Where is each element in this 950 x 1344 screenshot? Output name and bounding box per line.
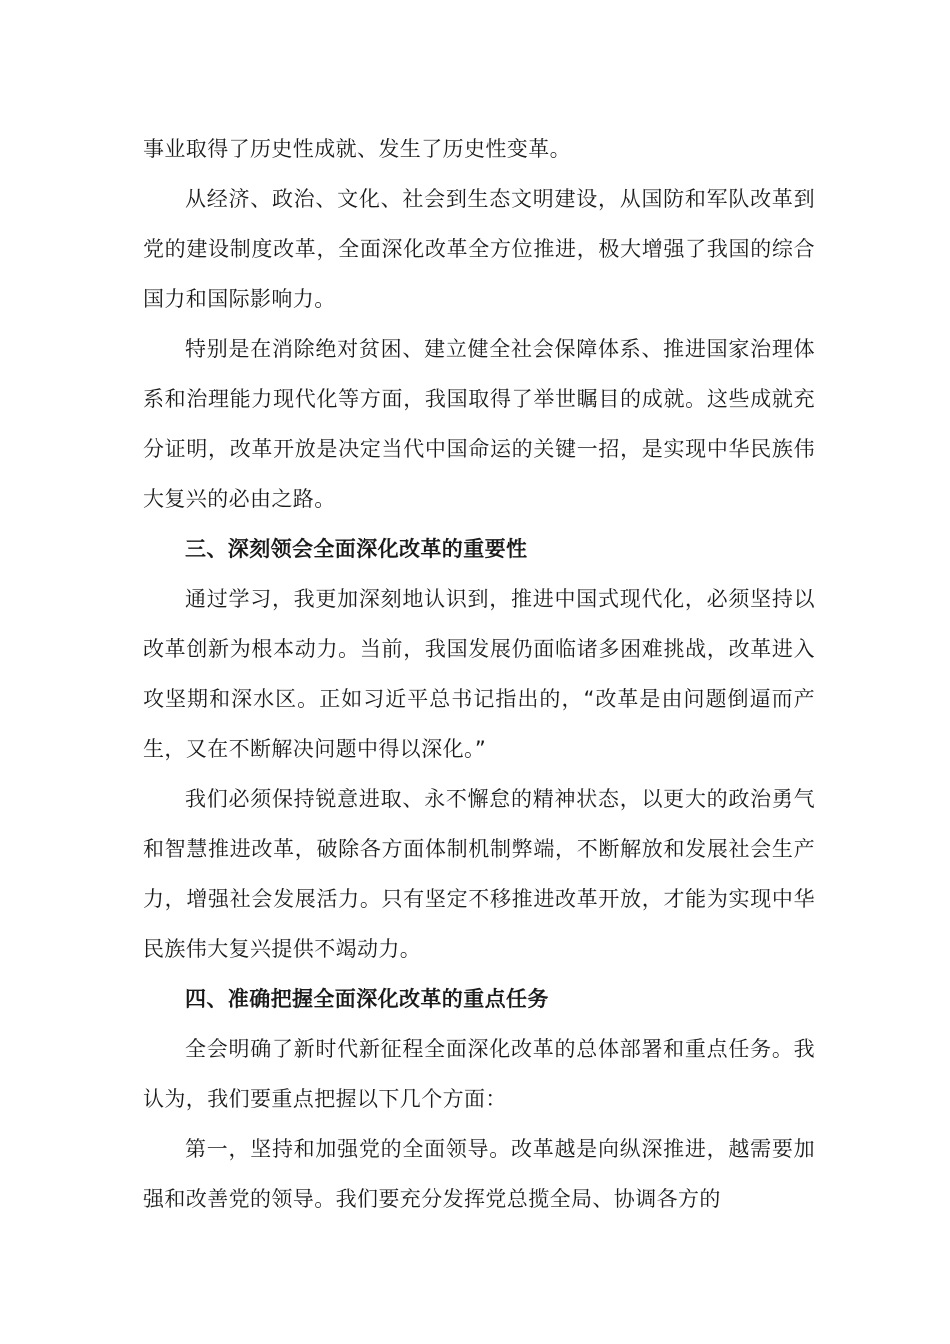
paragraph: 我们必须保持锐意进取、永不懈怠的精神状态，以更大的政治勇气和智慧推进改革，破除各方面体制机制弊端，不断解放和发展社会生产力，增强社会发展活力。只有坚定不移推进改革开放，才能为实现中华民族伟大复兴提供不竭动力。 xyxy=(143,787,815,961)
paragraph: 通过学习，我更加深刻地认识到，推进中国式现代化，必须坚持以改革创新为根本动力。当前，我国发展仍面临诸多困难挑战，改革进入攻坚期和深水区。正如习近平总书记指出的，“改革是由问题倒逼而产生，又在不断解决问题中得以深化。” xyxy=(143,587,815,761)
paragraph: 从经济、政治、文化、社会到生态文明建设，从国防和军队改革到党的建设制度改革，全面深化改革全方位推进，极大增强了我国的综合国力和国际影响力。 xyxy=(143,187,815,311)
document-body xyxy=(143,124,815,1224)
section-heading: 四、准确把握全面深化改革的重点任务 xyxy=(185,987,549,1011)
paragraph: 特别是在消除绝对贫困、建立健全社会保障体系、推进国家治理体系和治理能力现代化等方面，我国取得了举世瞩目的成就。这些成就充分证明，改革开放是决定当代中国命运的关键一招，是实现中华民族伟大复兴的必由之路。 xyxy=(143,337,815,511)
paragraph-continuation: 事业取得了历史性成就、发生了历史性变革。 xyxy=(143,137,571,161)
paragraph: 全会明确了新时代新征程全面深化改革的总体部署和重点任务。我认为，我们要重点把握以下几个方面： xyxy=(143,1037,815,1111)
section-heading: 三、深刻领会全面深化改革的重要性 xyxy=(185,537,528,561)
paragraph: 第一，坚持和加强党的全面领导。改革越是向纵深推进，越需要加强和改善党的领导。我们要充分发挥党总揽全局、协调各方的 xyxy=(143,1137,815,1211)
